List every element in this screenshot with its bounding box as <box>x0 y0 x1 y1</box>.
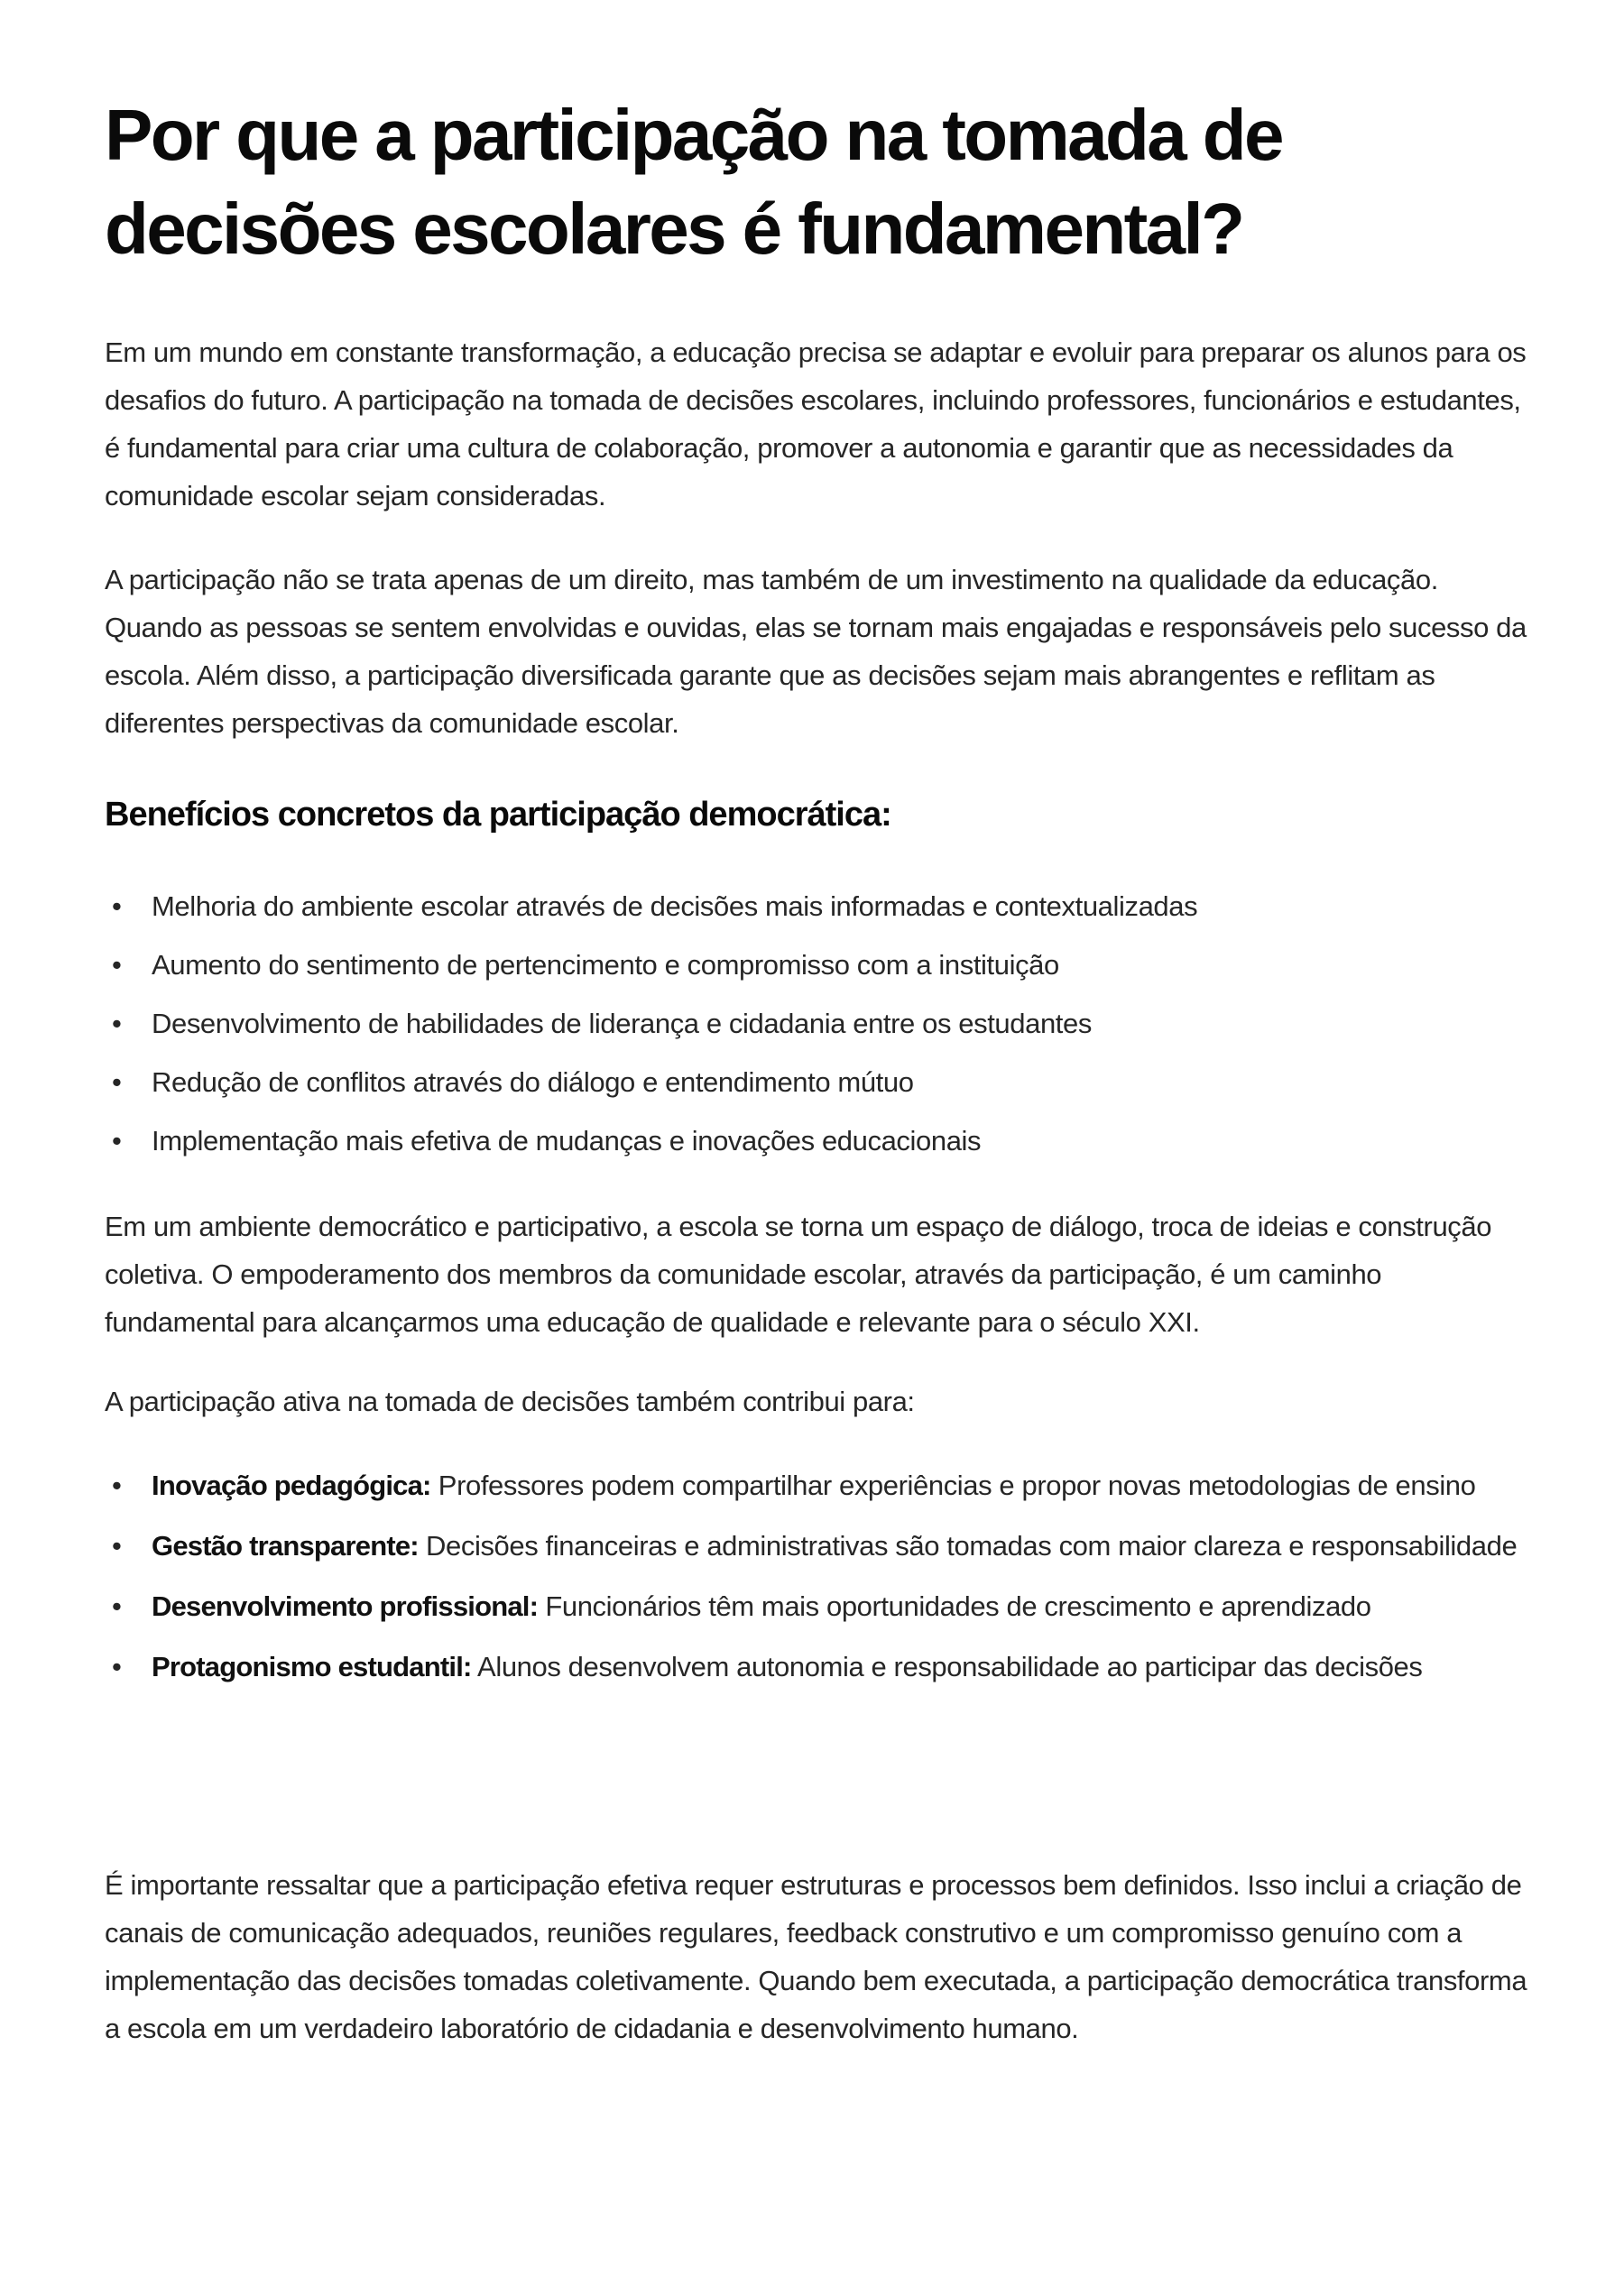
list-item <box>105 1643 1530 1691</box>
intro-paragraph-2: A participação não se trata apenas de um direito, mas também de um investimento na qualidade da educação. Quando as pessoas se sentem envolvidas e ouvidas, elas se tornam mais engajadas e responsáveis pelo sucesso da escola. Além disso, a participação diversificada garante que as decisões sejam mais abrangentes e reflitam as diferentes perspectivas da comunidade escolar. <box>105 564 1527 739</box>
list-item-term: Protagonismo estudantil: <box>152 1651 472 1682</box>
lead-in-paragraph: A participação ativa na tomada de decisões também contribui para: <box>105 1386 915 1417</box>
page-title: Por que a participação na tomada de decisões escolares é fundamental? <box>105 95 1282 269</box>
bullet-icon: • <box>112 949 122 981</box>
list-item-text: Implementação mais efetiva de mudanças e inovações educacionais <box>152 1125 982 1157</box>
list-item-text: Professores podem compartilhar experiências e propor novas metodologias de ensino <box>430 1470 1476 1501</box>
list-item <box>105 882 1530 930</box>
list-item-text: Alunos desenvolvem autonomia e responsabilidade ao participar das decisões <box>471 1651 1423 1682</box>
list-item <box>105 941 1530 989</box>
list-item <box>105 1058 1530 1106</box>
bullet-icon: • <box>112 1066 122 1098</box>
list-item-term: Desenvolvimento profissional: <box>152 1590 539 1622</box>
list-item <box>105 1582 1530 1630</box>
benefits-list <box>105 882 1530 1175</box>
list-item-text: Decisões financeiras e administrativas são tomadas com maior clareza e responsabilidade <box>418 1530 1518 1562</box>
closing-paragraph: É importante ressaltar que a participação efetiva requer estruturas e processos bem definidos. Isso inclui a criação de canais de comunicação adequados, reuniões regulares, feedback construtivo e um compromisso genuíno com a implementação das decisões tomadas coletivamente. Quando bem executada, a participação democrática transforma a escola em um verdadeiro laboratório de cidadania e desenvolvimento humano. <box>105 1869 1527 2044</box>
bullet-icon: • <box>112 1530 122 1562</box>
intro-paragraph-1: Em um mundo em constante transformação, a educação precisa se adaptar e evoluir para preparar os alunos para os desafios do futuro. A participação na tomada de decisões escolares, incluindo professores, funcionários e estudantes, é fundamental para criar uma cultura de colaboração, promover a autonomia e garantir que as necessidades da comunidade escolar sejam consideradas. <box>105 336 1527 512</box>
list-item-text: Aumento do sentimento de pertencimento e compromisso com a instituição <box>152 949 1059 981</box>
list-item <box>105 1117 1530 1165</box>
list-item-text: Redução de conflitos através do diálogo e entendimento mútuo <box>152 1066 914 1098</box>
middle-paragraph: Em um ambiente democrático e participativo, a escola se torna um espaço de diálogo, troca de ideias e construção coletiva. O empoderamento dos membros da comunidade escolar, através da participação, é um caminho fundamental para alcançarmos uma educação de qualidade e relevante para o século XXI. <box>105 1211 1492 1338</box>
list-item-term: Inovação pedagógica: <box>152 1470 431 1501</box>
bullet-icon: • <box>112 1008 122 1039</box>
list-item <box>105 1522 1530 1570</box>
list-item <box>105 1000 1530 1047</box>
contributions-list <box>105 1461 1530 1703</box>
bullet-icon: • <box>112 1470 122 1501</box>
bullet-icon: • <box>112 1590 122 1622</box>
bullet-icon: • <box>112 890 122 922</box>
list-item <box>105 1461 1530 1509</box>
list-item-text: Funcionários têm mais oportunidades de crescimento e aprendizado <box>538 1590 1371 1622</box>
list-item-text: Melhoria do ambiente escolar através de decisões mais informadas e contextualizadas <box>152 890 1198 922</box>
benefits-heading: Benefícios concretos da participação democrática: <box>105 796 891 834</box>
bullet-icon: • <box>112 1125 122 1157</box>
bullet-icon: • <box>112 1651 122 1682</box>
list-item-text: Desenvolvimento de habilidades de liderança e cidadania entre os estudantes <box>152 1008 1092 1039</box>
list-item-term: Gestão transparente: <box>152 1530 419 1562</box>
